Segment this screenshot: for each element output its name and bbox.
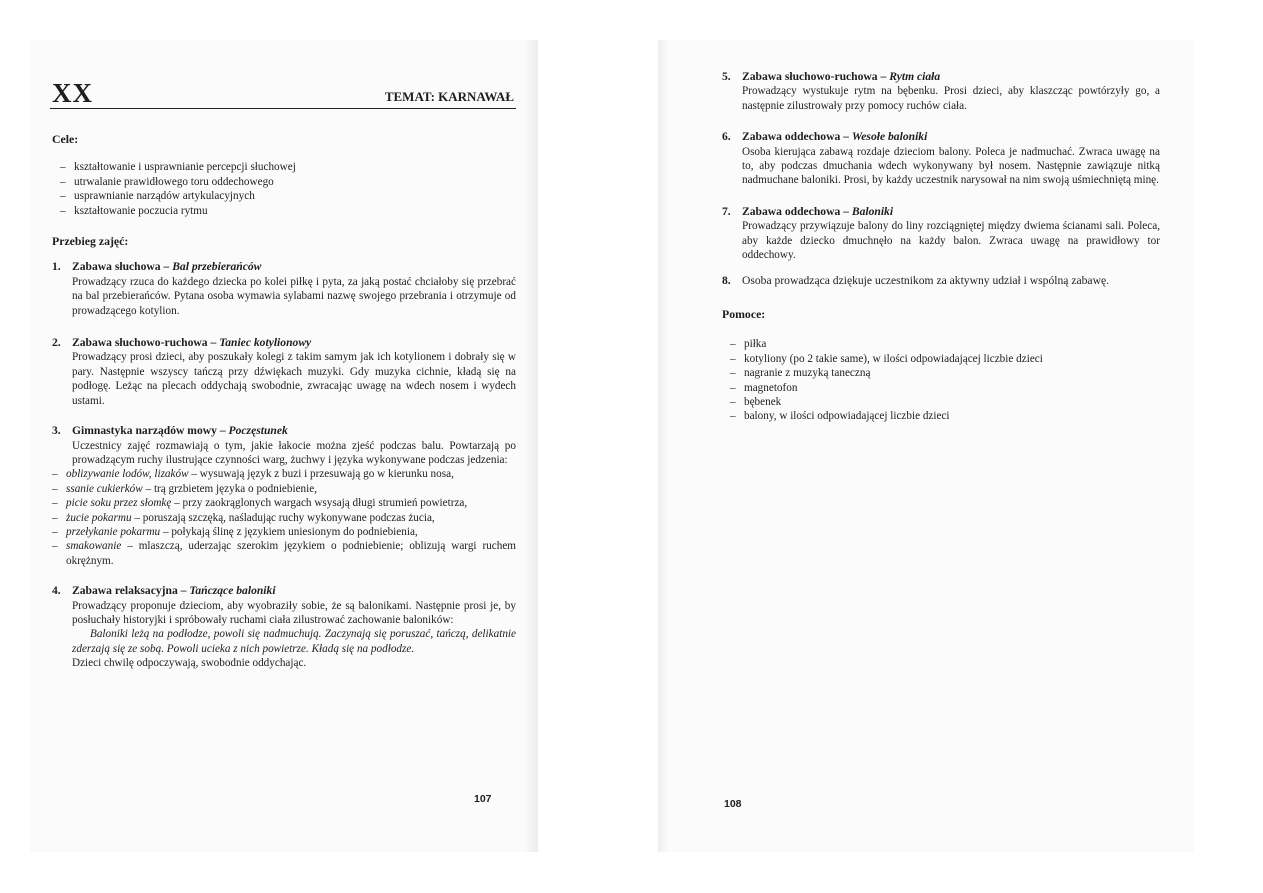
section-number: 1. bbox=[52, 260, 61, 274]
section-text: Prowadzący rzuca do każdego dziecka po kolei piłkę i pyta, za jaką postać chciałoby się przebrać na bal przebierańców. Pytana osoba wymawia sylabami nazwę swojego przebrania i otrzymuje od prowadzącego kotylion. bbox=[72, 275, 516, 317]
aid-item: – bębenek bbox=[744, 395, 1160, 409]
section-title bbox=[52, 336, 516, 350]
section-6 bbox=[722, 130, 1160, 188]
section-title bbox=[52, 584, 516, 598]
chapter-header bbox=[50, 78, 516, 109]
section-3 bbox=[52, 424, 516, 568]
gutter-shadow bbox=[524, 40, 538, 852]
section-subtitle: Baloniki bbox=[851, 204, 894, 218]
exercise-desc: – wysuwają język z buzi i przesuwają go w kierunku nosa, bbox=[188, 468, 454, 481]
section-body bbox=[52, 599, 516, 671]
aid-item: – balony, w ilości odpowiadającej liczbie dzieci bbox=[744, 409, 1160, 423]
exercise-item bbox=[66, 482, 516, 496]
goal-item: – usprawnianie narządów artykulacyjnych bbox=[74, 189, 516, 203]
exercise-term: picie soku przez słomkę bbox=[66, 497, 172, 510]
exercise-desc: – trą grzbietem języka o podniebienie, bbox=[142, 482, 318, 495]
section-2 bbox=[52, 336, 516, 408]
goal-item: – kształtowanie poczucia rytmu bbox=[74, 204, 516, 218]
exercise-desc: – mlaszczą, uderzając szerokim językiem o podniebienie; oblizują wargi ruchem okrężnym. bbox=[66, 540, 516, 567]
section-text: Prowadzący prosi dzieci, aby poszukały kolegi z takim samym jak ich kotylionem i dobrały się w pary. Następnie wszyscy tańczą przy dźwiękach muzyki. Gdy muzyka cichnie, kładą się na podłogę. Leżąc na plecach oddychają swobodnie, zwracając uwagę na wdech nosem i wydech ustami. bbox=[72, 351, 516, 407]
section-1 bbox=[52, 260, 516, 318]
topic-title: TEMAT: KARNAWAŁ bbox=[384, 89, 514, 104]
section-subtitle: Rytm ciała bbox=[889, 70, 941, 83]
aids-list bbox=[722, 337, 1160, 423]
section-title bbox=[722, 205, 1160, 219]
left-page bbox=[30, 40, 538, 852]
left-page-content bbox=[52, 132, 516, 671]
page-number: 108 bbox=[724, 798, 742, 810]
section-type: Zabawa oddechowa – bbox=[742, 130, 852, 144]
story-text: Baloniki leżą na podłodze, powoli się nadmuchują. Zaczynają się poruszać, tańczą, delikatnie zderzają się ze sobą. Powoli ucieka z nich powietrze. Kładą się na podłodze. bbox=[72, 628, 516, 655]
section-number: 5. bbox=[722, 70, 731, 83]
section-subtitle: Tańczące baloniki bbox=[189, 584, 276, 598]
aid-item: – magnetofon bbox=[744, 381, 1160, 395]
section-text: Prowadzący przywiązuje balony do liny rozciągniętej między dwiema ścianami sali. Poleca, aby każde dziecko dmuchnęło na każdy balon. Zwraca uwagę na prawidłowy tor oddechowy. bbox=[742, 220, 1160, 262]
section-4 bbox=[52, 584, 516, 670]
section-subtitle: Bal przebierańców bbox=[172, 260, 262, 274]
section-subtitle: Wesołe baloniki bbox=[851, 130, 928, 144]
goal-item: – kształtowanie i usprawnianie percepcji słuchowej bbox=[74, 160, 516, 174]
section-body bbox=[722, 219, 1160, 262]
aids-heading: Pomoce: bbox=[722, 306, 766, 321]
section-number: 7. bbox=[722, 204, 731, 218]
section-title bbox=[722, 130, 1160, 144]
section-title bbox=[52, 260, 516, 274]
exercise-desc: – poruszają szczęką, naśladując ruchy wykonywane podczas żucia, bbox=[131, 511, 435, 524]
section-text: Prowadzący proponuje dzieciom, aby wyobraziły sobie, że są balonikami. Następnie prosi je, by posłuchały historyjki i spróbowały ruchami ciała zilustrować zachowanie baloników: bbox=[72, 599, 516, 626]
section-text: Osoba kierująca zabawą rozdaje dzieciom balony. Poleca je nadmuchać. Zwraca uwagę na to, aby podczas dmuchania wdech wykonywany był nosem. Następnie zawiązuje nitką nadmuchane baloniki. Prosi, by każdy uczestnik narysował na nim swoją uśmiechniętą minę. bbox=[742, 145, 1160, 187]
section-title bbox=[722, 70, 1160, 84]
section-text: Prowadzący wystukuje rytm na bębenku. Prosi dzieci, aby klaszcząc powtórzyły go, a następnie zilustrowały przy pomocy ruchów ciała. bbox=[742, 85, 1160, 112]
section-8 bbox=[722, 274, 1160, 288]
section-type: Zabawa oddechowa – bbox=[742, 204, 852, 218]
section-after-text: Dzieci chwilę odpoczywają, swobodnie oddychając. bbox=[72, 657, 307, 670]
chapter-number: XX bbox=[52, 78, 93, 108]
exercise-item bbox=[66, 525, 516, 539]
section-number: 6. bbox=[722, 130, 731, 144]
section-number: 2. bbox=[52, 336, 61, 350]
section-text: Uczestnicy zajęć rozmawiają o tym, jakie łakocie można zjeść podczas balu. Powtarzają po prowadzącym ruchy ilustrujące czynności warg, żuchwy i języka wykonywane podczas jedzenia: bbox=[72, 439, 516, 466]
section-body bbox=[52, 439, 516, 468]
section-type: Zabawa słuchowo-ruchowa – bbox=[742, 70, 890, 83]
section-7 bbox=[722, 205, 1160, 263]
exercise-term: ssanie cukierków bbox=[66, 482, 143, 495]
exercise-term: żucie pokarmu bbox=[66, 511, 132, 524]
section-type: Zabawa relaksacyjna – bbox=[72, 584, 190, 598]
goals-list bbox=[52, 160, 516, 218]
section-number: 8. bbox=[722, 274, 731, 288]
exercise-term: oblizywanie lodów, lizaków bbox=[66, 468, 189, 481]
aid-item: – piłka bbox=[744, 337, 1160, 351]
course-heading: Przebieg zajęć: bbox=[52, 234, 129, 249]
section-subtitle: Poczęstunek bbox=[228, 424, 288, 438]
section-subtitle: Taniec kotylionowy bbox=[219, 336, 312, 350]
exercise-item bbox=[66, 467, 516, 481]
gutter-shadow bbox=[658, 40, 668, 852]
exercise-desc: – połykają ślinę z językiem uniesionym do podniebienia, bbox=[160, 525, 418, 538]
section-body bbox=[722, 84, 1160, 113]
right-page-content bbox=[722, 70, 1160, 424]
right-page bbox=[658, 40, 1194, 852]
section-type: Zabawa słuchowo-ruchowa – bbox=[72, 336, 220, 350]
page-number: 107 bbox=[474, 793, 492, 805]
exercise-term: przełykanie pokarmu bbox=[66, 525, 161, 538]
section-title bbox=[52, 424, 516, 438]
aid-item: – kotyliony (po 2 takie same), w ilości odpowiadającej liczbie dzieci bbox=[744, 352, 1160, 366]
section-number: 4. bbox=[52, 584, 61, 598]
section-title bbox=[722, 274, 1160, 288]
aid-item: – nagranie z muzyką taneczną bbox=[744, 366, 1160, 380]
section-body bbox=[52, 275, 516, 318]
exercise-list bbox=[52, 467, 516, 568]
goal-item: – utrwalanie prawidłowego toru oddechowego bbox=[74, 175, 516, 189]
section-body bbox=[722, 145, 1160, 188]
section-body bbox=[52, 350, 516, 408]
exercise-item bbox=[66, 511, 516, 525]
exercise-desc: – przy zaokrąglonych wargach wsysają długi strumień powietrza, bbox=[171, 497, 468, 510]
exercise-item bbox=[66, 496, 516, 510]
section-text: Osoba prowadząca dziękuje uczestnikom za aktywny udział i wspólną zabawę. bbox=[742, 274, 1109, 288]
section-type: Gimnastyka narządów mowy – bbox=[72, 424, 229, 438]
section-5 bbox=[722, 70, 1160, 113]
exercise-term: smakowanie bbox=[66, 540, 122, 553]
section-number: 3. bbox=[52, 424, 61, 438]
section-type: Zabawa słuchowa – bbox=[72, 260, 173, 274]
exercise-item bbox=[66, 539, 516, 568]
goals-heading: Cele: bbox=[52, 132, 79, 146]
